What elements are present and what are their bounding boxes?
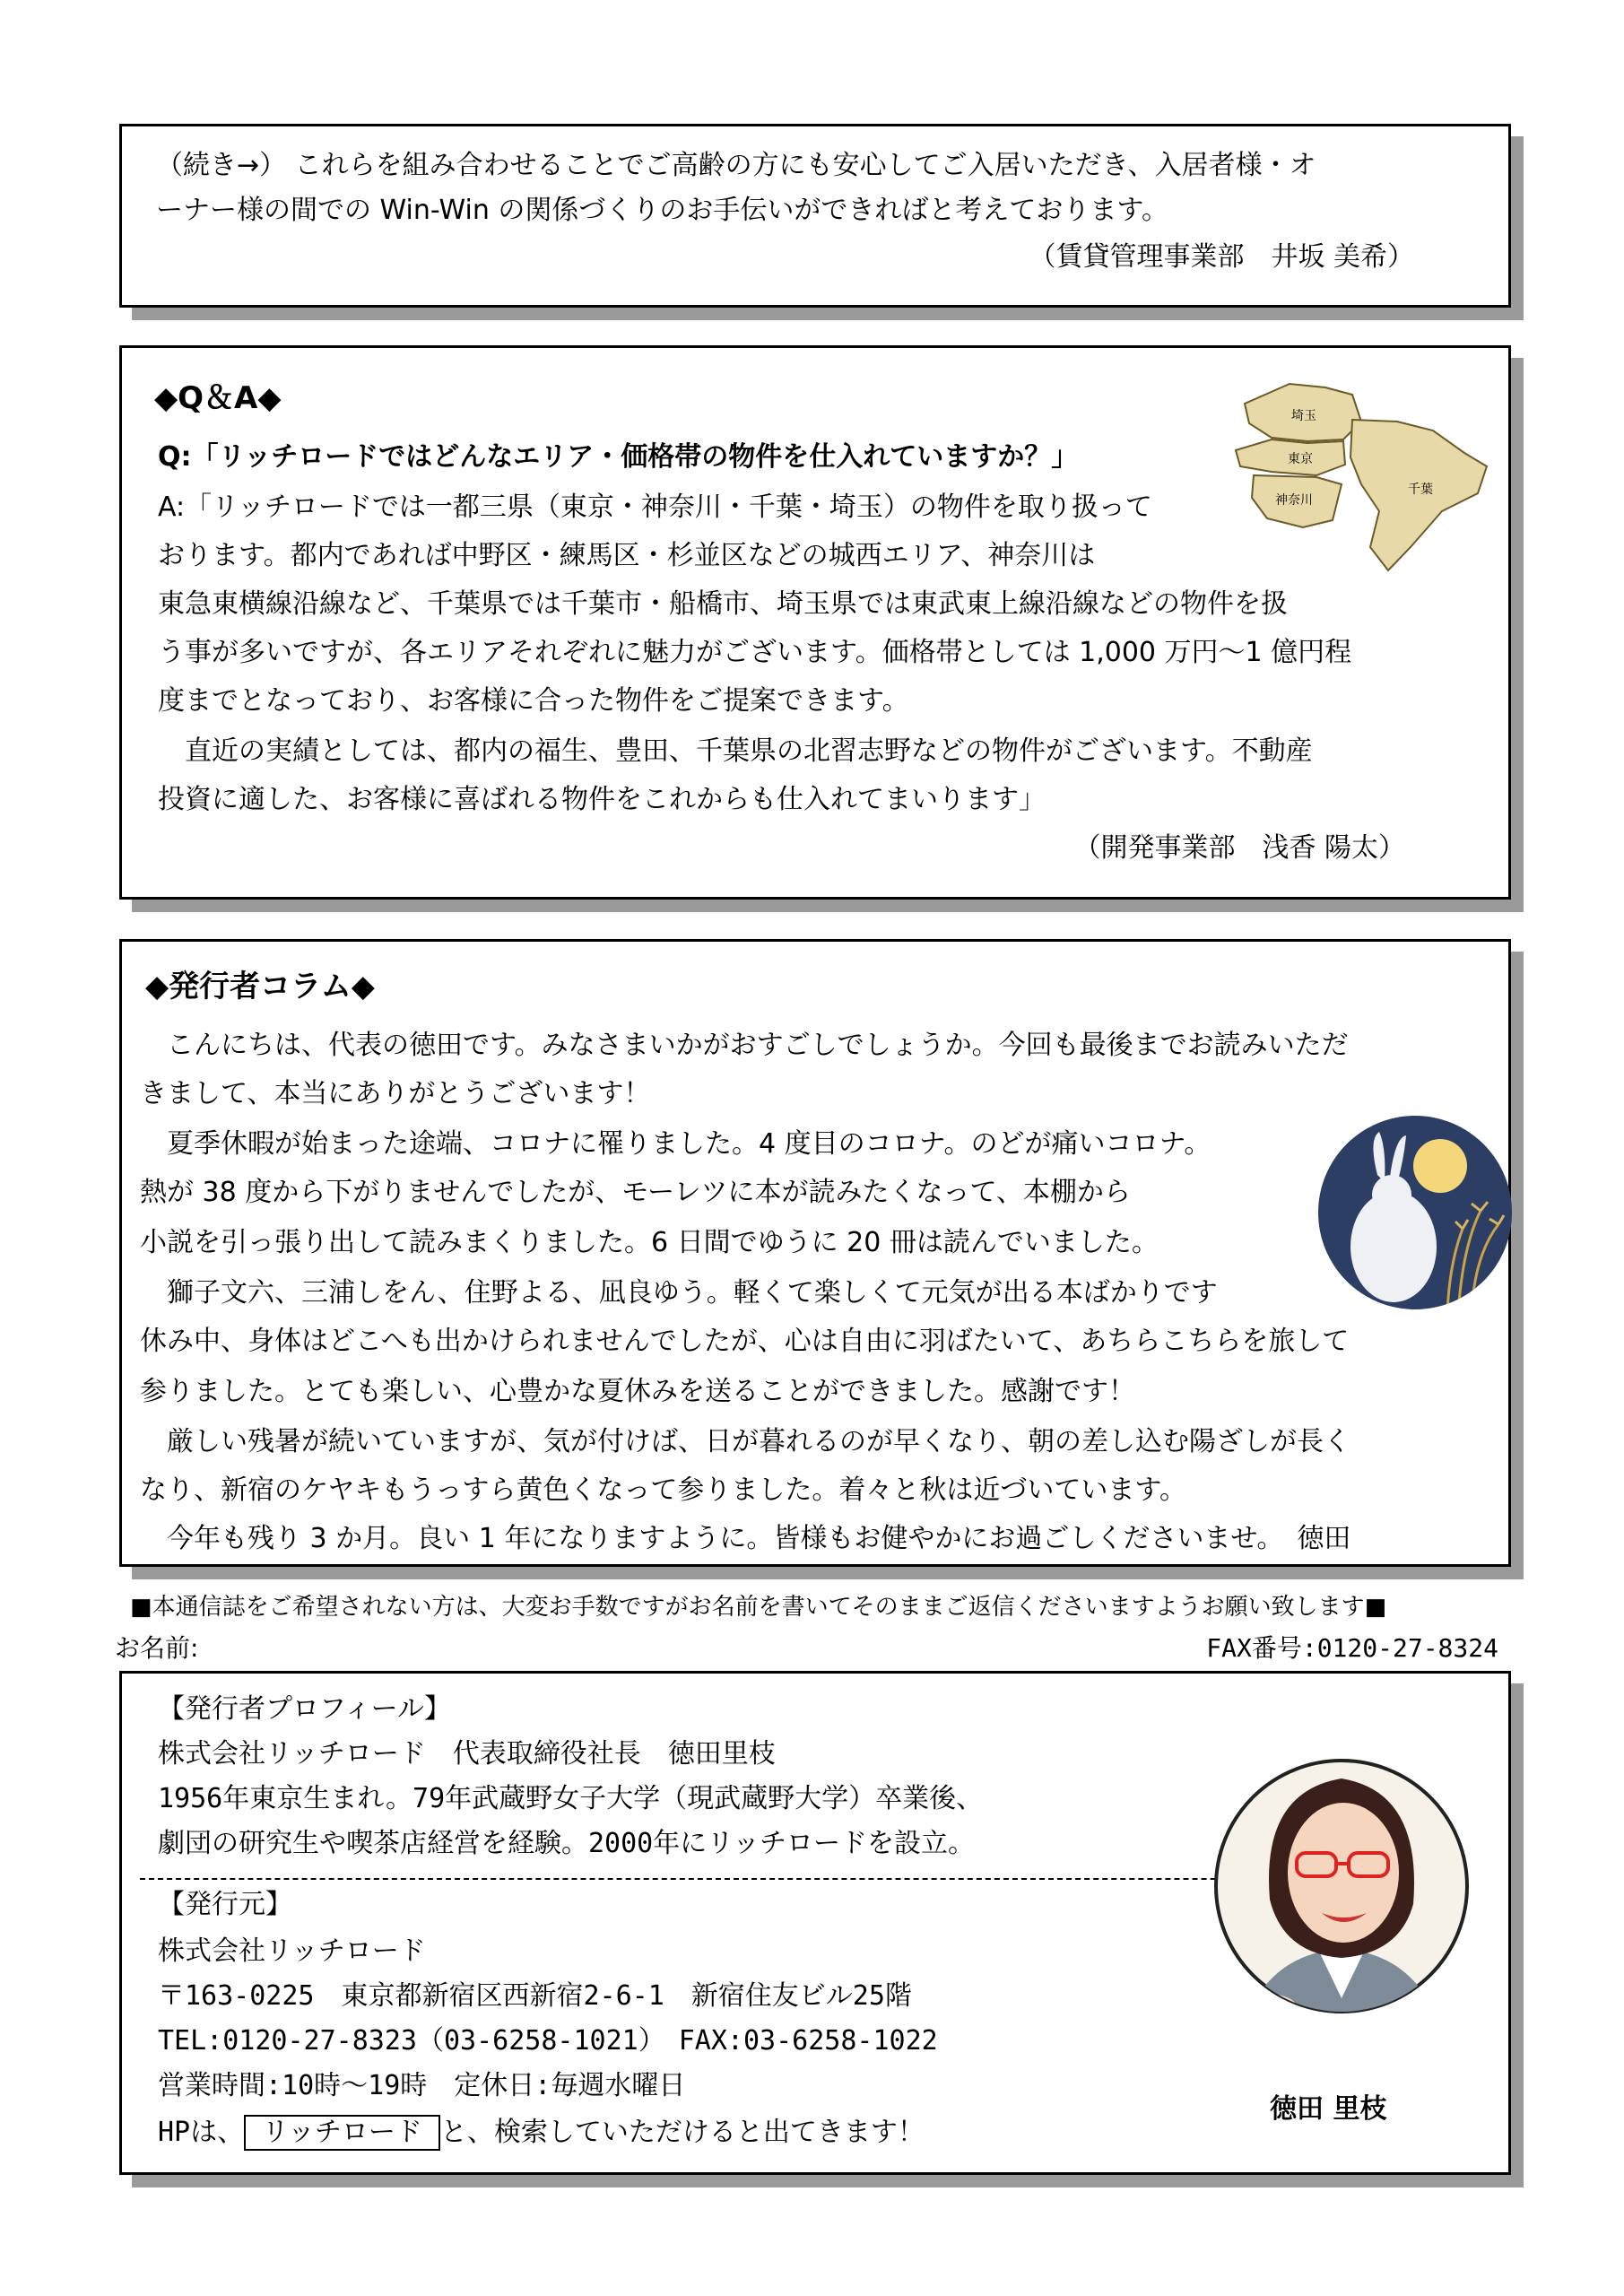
column-line: きまして、本当にありがとうございます！ — [140, 1078, 651, 1109]
hp-search-line — [158, 2115, 925, 2151]
publisher-hours: 営業時間:10時～19時 定休日:毎週水曜日 — [158, 2070, 686, 2101]
portrait-image — [1207, 1738, 1476, 2088]
qa-box — [119, 345, 1511, 900]
map-label-saitama: 埼玉 — [1291, 409, 1316, 423]
column-line: 夏季休暇が始まった途端、コロナに罹りました。4 度目のコロナ。のどが痛いコロナ。 — [140, 1128, 1211, 1160]
unsubscribe-notice: ■本通信誌をご希望されない方は、大変お手数ですがお名前を書いてそのままご返信くださいますようお願い致します■ — [130, 1594, 1387, 1621]
qa-answer-line: 東急東横線沿線など、千葉県では千葉市・船橋市、埼玉県では東武東上線沿線などの物件を扱 — [158, 588, 1288, 620]
qa-answer-line: A:「リッチロードでは一都三県（東京・神奈川・千葉・埼玉）の物件を取り扱って — [158, 491, 1152, 523]
profile-line: 1956年東京生まれ。79年武蔵野女子大学（現武蔵野大学）卒業後、 — [158, 1783, 984, 1814]
profile-heading: 【発行者プロフィール】 — [158, 1693, 451, 1725]
column-line: 熱が 38 度から下がりませんでしたが、モーレツに本が読みたくなって、本棚から — [140, 1177, 1131, 1208]
qa-answer-line: 度までとなっており、お客様に合った物件をご提案できます。 — [158, 685, 909, 717]
column-line: 参りました。とても楽しい、心豊かな夏休みを送ることができました。感謝です！ — [140, 1376, 1135, 1407]
profile-line: 劇団の研究生や喫茶店経営を経験。2000年にリッチロードを設立。 — [158, 1828, 976, 1859]
hp-suffix: と、検索していただけると出てきます！ — [439, 2117, 925, 2148]
qa-question: Q:「リッチロードではどんなエリア・価格帯の物件を仕入れていますか？」 — [158, 441, 1079, 473]
publisher-address: 〒163-0225 東京都新宿区西新宿2-6-1 新宿住友ビル25階 — [158, 1980, 912, 2012]
publisher-heading: 【発行元】 — [158, 1889, 292, 1920]
publisher-phone: TEL:0120-27-8323（03-6258-1021） FAX:03-6258-1022 — [158, 2025, 938, 2057]
section-divider — [140, 1878, 1342, 1880]
qa-signature: （開発事業部 浅香 陽太） — [1073, 832, 1405, 864]
continuation-box — [119, 124, 1511, 308]
profile-line: 株式会社リッチロード 代表取締役社長 徳田里枝 — [158, 1738, 776, 1770]
column-line: 獅子文六、三浦しをん、住野よる、凪良ゆう。軽くて楽しくて元気が出る本ばかりです — [140, 1277, 1218, 1309]
column-box — [119, 939, 1511, 1567]
qa-answer-line: う事が多いですが、各エリアそれぞれに魅力がございます。価格帯としては 1,000 万円～1 億円程 — [158, 637, 1352, 668]
column-line: こんにちは、代表の徳田です。みなさまいかがおすごしでしょうか。今回も最後までお読みいただ — [140, 1030, 1349, 1061]
qa-answer-line: おります。都内であれば中野区・練馬区・杉並区などの城西エリア、神奈川は — [158, 540, 1096, 571]
column-line: 小説を引っ張り出して読みまくりました。6 日間でゆうに 20 冊は読んでいました。 — [140, 1227, 1159, 1258]
portrait-caption: 徳田 里枝 — [1270, 2093, 1387, 2125]
name-field-label[interactable]: お名前: — [115, 1633, 199, 1663]
column-line: 厳しい残暑が続いていますが、気が付けば、日が暮れるのが早くなり、朝の差し込む陽ざしが長く — [140, 1426, 1350, 1457]
map-label-tokyo: 東京 — [1288, 452, 1313, 466]
qa-answer-line: 直近の実績としては、都内の福生、豊田、千葉県の北習志野などの物件がございます。不動産 — [158, 735, 1313, 767]
publisher-line: 株式会社リッチロード — [158, 1935, 426, 1967]
column-heading: ◆発行者コラム◆ — [145, 969, 375, 1004]
search-keyword-box[interactable]: リッチロード — [244, 2115, 440, 2151]
continuation-line-1: （続き→） これらを組み合わせることでご高齢の方にも安心してご入居いただき、入居者様・オ — [156, 150, 1316, 181]
qa-answer-line: 投資に適した、お客様に喜ばれる物件をこれからも仕入れてまいります」 — [158, 784, 1046, 815]
kanto-map-image — [1218, 368, 1505, 574]
map-label-chiba: 千葉 — [1408, 483, 1433, 497]
fax-number: FAX番号:0120-27-8324 — [1206, 1633, 1498, 1663]
moon-rabbit-image — [1315, 1112, 1516, 1314]
hp-prefix: HPは、 — [158, 2117, 245, 2148]
column-line: 休み中、身体はどこへも出かけられませんでしたが、心は自由に羽ばたいて、あちらこちらを旅して — [140, 1326, 1350, 1357]
qa-heading: ◆Q＆A◆ — [154, 380, 282, 416]
continuation-signature: （賃貸管理事業部 井坂 美希） — [1029, 241, 1414, 273]
profile-box — [119, 1671, 1511, 2175]
map-label-kanagawa: 神奈川 — [1275, 493, 1313, 508]
column-line: 今年も残り 3 か月。良い 1 年になりますように。皆様もお健やかにお過ごしくださいませ。 徳田 — [140, 1523, 1351, 1554]
column-line: なり、新宿のケヤキもうっすら黄色くなって参りました。着々と秋は近づいています。 — [140, 1474, 1186, 1506]
continuation-line-2: ーナー様の間での Win-Win の関係づくりのお手伝いができればと考えております。 — [156, 195, 1168, 226]
